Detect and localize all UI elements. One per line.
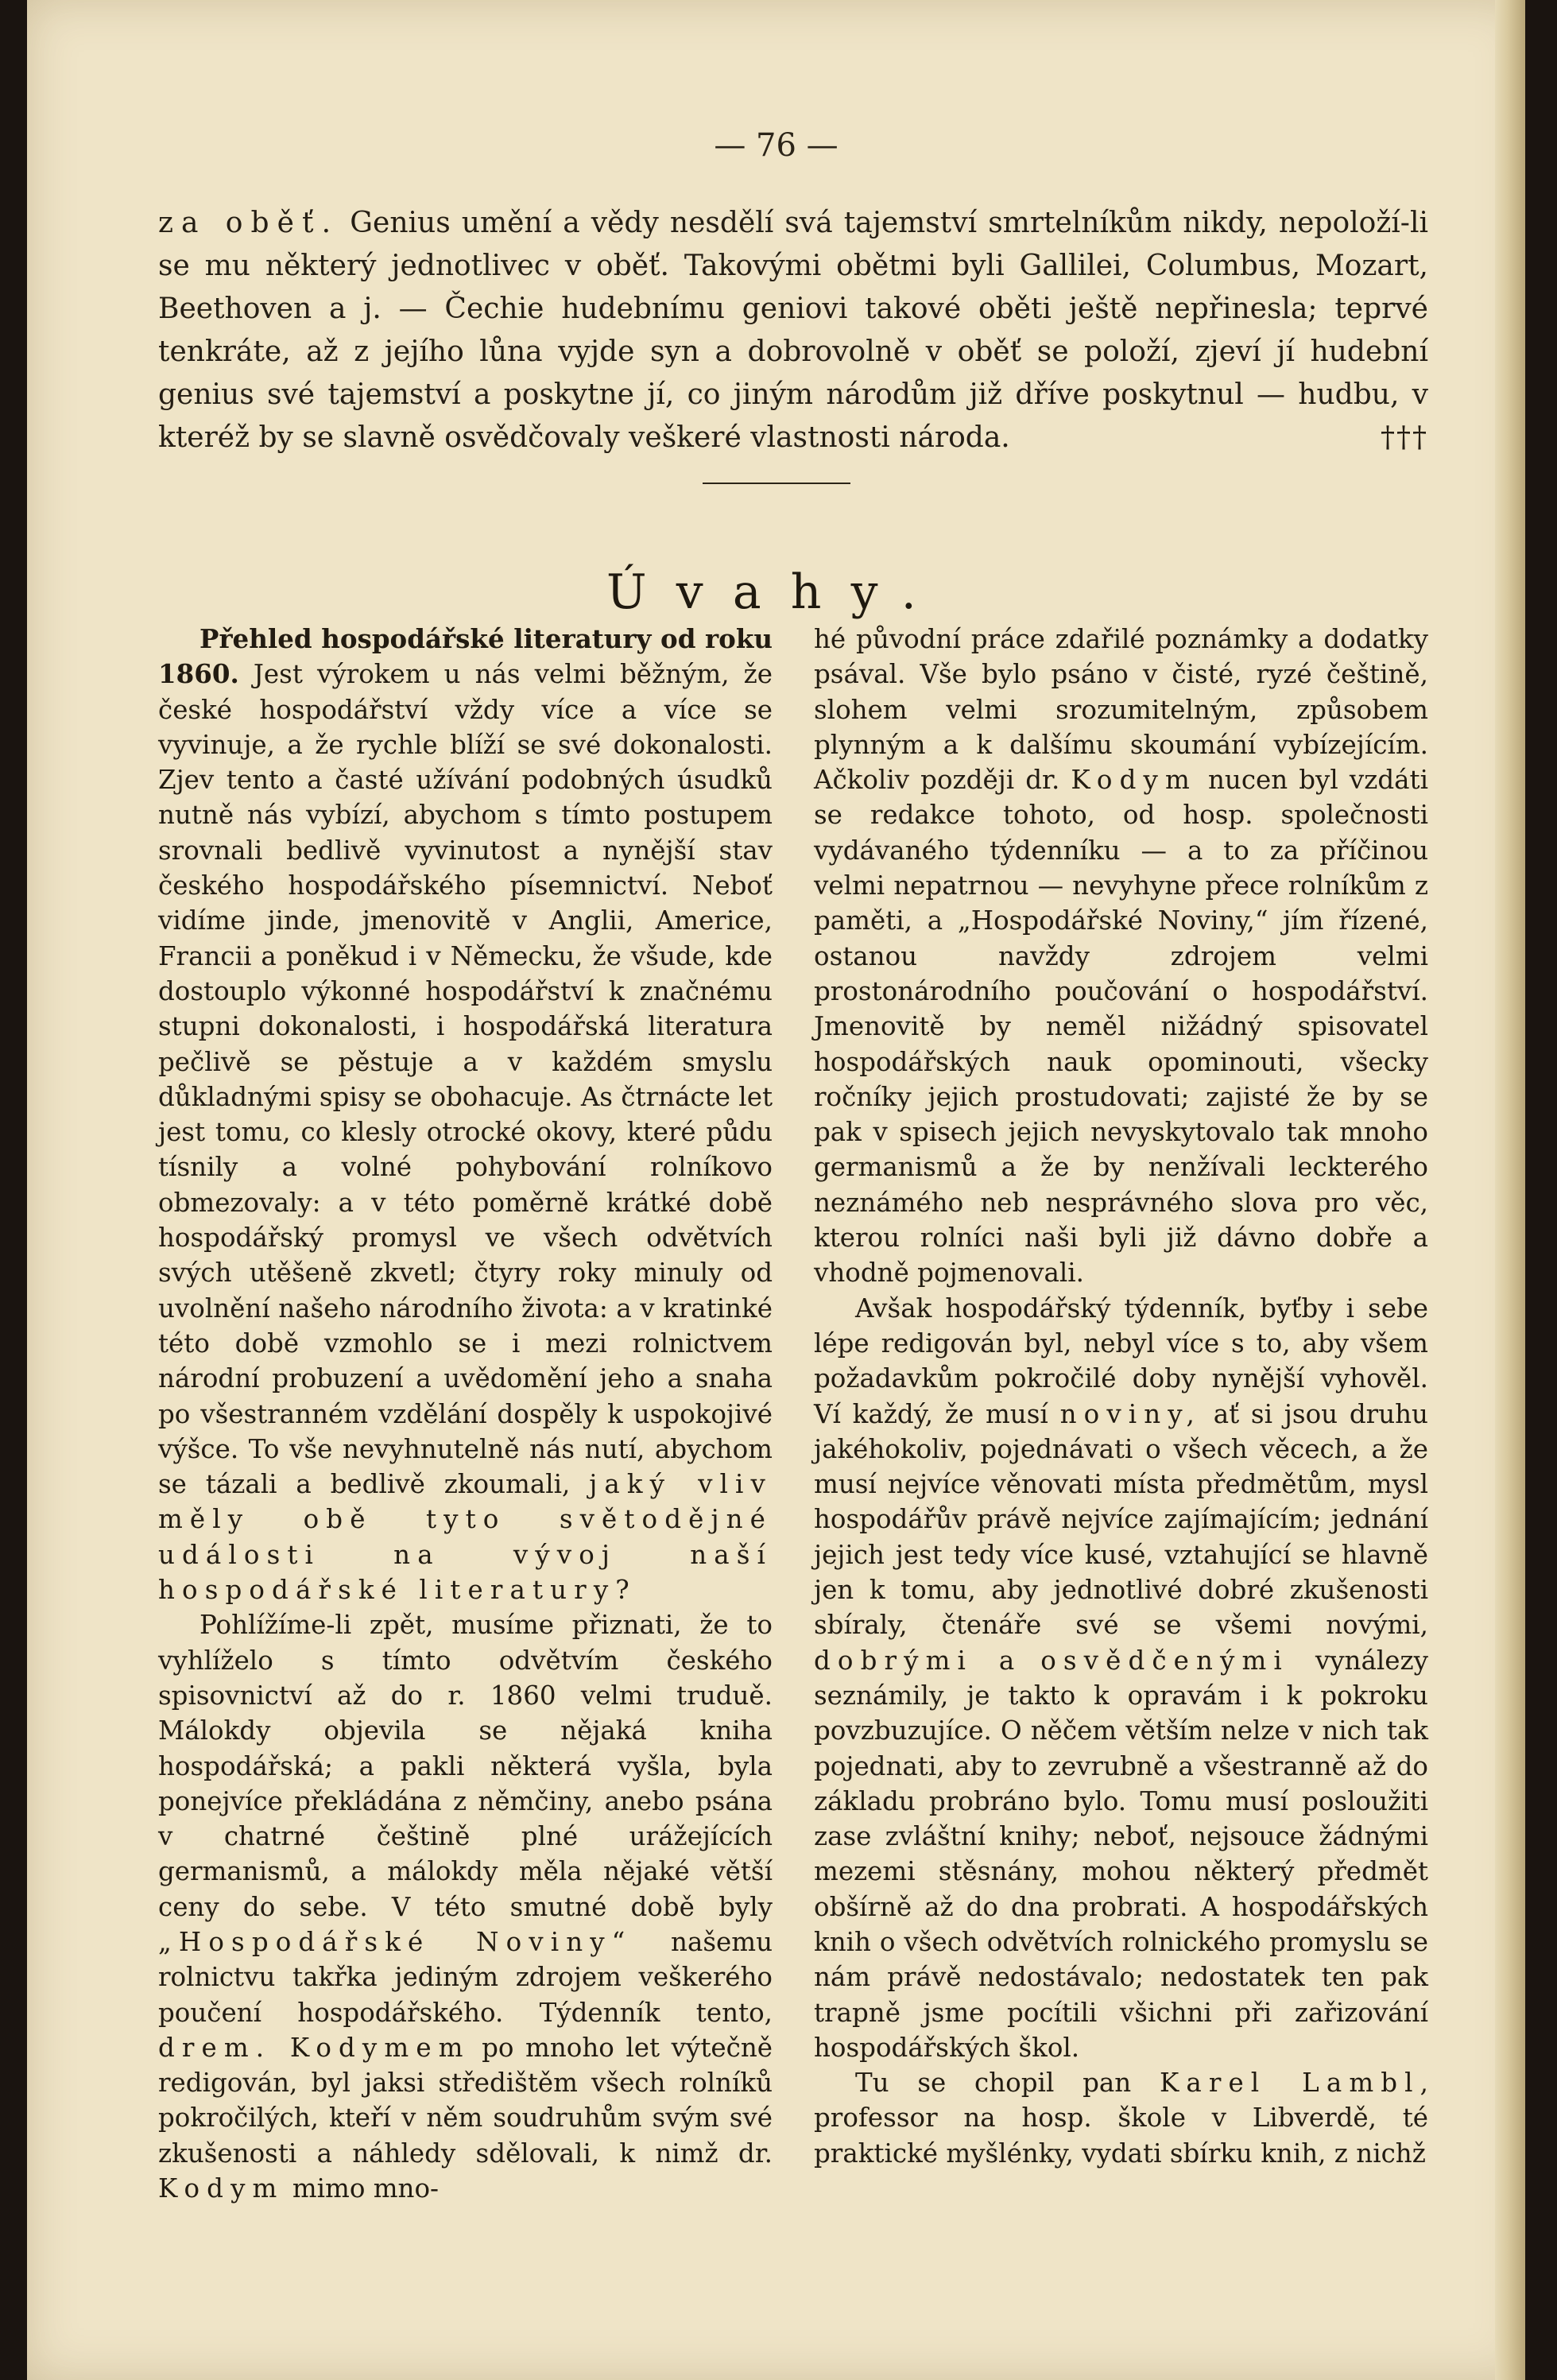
noviny-emphasis: noviny, xyxy=(1059,1398,1202,1429)
kodym-name: Kodym xyxy=(158,2173,285,2204)
newspaper-title: „Hospodářské Noviny“ xyxy=(158,1926,633,1957)
intro-text: Genius umění a vědy nesdělí svá tajemství smrtelníkům nikdy, nepoloží-li se mu některý jednotlivec v oběť. Takovými obětmi byli Gallilei, Columbus, Mozart, Beethoven a j. — Čechie hudebnímu geniovi takové oběti ještě nepřinesla; teprvé tenkráte, až z jejího lůna vyjde syn a dobrovolně v oběť se položí, zjeví jí hudební genius své tajemství a poskytne jí, co jiným národům již dříve poskytnul — hudbu, v kteréž by se slavně osvědčovaly veškeré vlastnosti národa. xyxy=(158,207,1428,454)
article-paragraph-2-tail: mimo mno- xyxy=(292,2173,440,2204)
emphasized-question: jaký vliv měly obě tyto světodějné události na vývoj naší hospodářské literatury? xyxy=(158,1469,773,1606)
page-binding-edge xyxy=(1495,0,1525,2380)
article-paragraph-3 xyxy=(814,622,1428,1291)
osvedcenymi-emphasis: osvědčenými xyxy=(1040,1645,1289,1676)
section-title: Úvahy. xyxy=(606,564,947,621)
article-paragraph-5-start: Tu se chopil pan xyxy=(855,2068,1132,2099)
article-paragraph-4-start: Avšak hospodářský týdenník, byťby i sebe lépe redigován byl, nebyl více s to, aby všem požadavkům pokročilé doby nynější vyhověl. Ví každý, že musí xyxy=(814,1293,1428,1429)
intro-paragraph xyxy=(158,202,1428,459)
article-paragraph-2-end: po mnoho let výtečně redigován, byl jaksi středištěm všech rolníků pokročilých, kteří v něm soudruhům svým své zkušenosti a náhledy sdělovali, k nimž dr. xyxy=(158,2032,773,2169)
article-paragraph-4-middle: ať si jsou druhu jakéhokoliv, pojednávati o všech věcech, a že musí nejvíce věnovati místa předmětům, mysl hospodářův právě nejvíce zajímajícím; jednání jejich jest tedy více kusé, vztahující se hlavně jen k tomu, aby jednotlivé dobré zkušenosti sbíraly, čtenáře své se všemi novými, xyxy=(814,1398,1428,1641)
article-paragraph-3-start: hé původní práce zdařilé poznámky a dodatky psával. Vše bylo psáno v čisté, ryzé češtině, slohem velmi srozumitelným, způsobem plynným a k dalšímu skoumání vybízejícím. Ačkoliv později dr. xyxy=(814,624,1428,796)
right-column xyxy=(814,622,1428,2171)
closing-crosses: ††† xyxy=(1381,421,1428,454)
article-paragraph-2-middle: našemu rolnictvu takřka jediným zdrojem veškerého poučení hospodářského. Týdenník tento, xyxy=(158,1926,773,2028)
dobrymi-emphasis: dobrými xyxy=(814,1645,973,1676)
kodym-name-2: Kodym xyxy=(1071,765,1197,796)
section-divider xyxy=(703,483,850,484)
article-title: Přehled hospodářské literatury od roku 1860. xyxy=(158,623,773,690)
article-paragraph-5 xyxy=(814,2065,1428,2171)
article-paragraph-3-rest: nucen byl vzdáti se redakce tohoto, od hosp. společnosti vydávaného týdenníku — a to za příčinou velmi nepatrnou — nevyhyne přece rolníkům z paměti, a „Hospodářské Noviny,“ jím řízené, ostanou navždy zdrojem velmi prostonárodního poučování o hospodářství. Jmenovitě by neměl nižádný spisovatel hospodářských nauk opominouti, všecky ročníky jejich prostudovati; zajisté že by se pak v spisech jejich nevyskytovalo tak mnoho germanismů a že by nenžívali leckterého neznámého neb nesprávného slova pro věc, kterou rolníci naši byli již dávno dobře a vhodně pojmenovali. xyxy=(814,765,1428,1289)
page-number: — 76 — xyxy=(714,127,839,164)
article-paragraph-2 xyxy=(158,1607,773,2206)
article-paragraph-1 xyxy=(158,622,773,1607)
article-paragraph-5-end: , professor na hosp. škole v Libverdě, té praktické myšlénky, vydati sbírku knih, z nichž xyxy=(814,2068,1428,2169)
article-paragraph-4 xyxy=(814,1291,1428,2066)
editor-name: drem. Kodymem xyxy=(158,2032,471,2063)
book-page xyxy=(27,0,1525,2380)
lambl-name: Karel Lambl xyxy=(1159,2068,1420,2099)
article-paragraph-2-text: Pohlížíme-li zpět, musíme přiznati, že to vyhlíželo s tímto odvětvím českého spisovnictví až do r. 1860 velmi truduě. Málokdy objevila se nějaká kniha hospodářská; a pakli některá vyšla, byla ponejvíce překládána z němčiny, anebo psána v chatrné češtině plné urážejících germanismů, a málokdy měla nějaké větší ceny do sebe. V této smutné době byly xyxy=(158,1610,773,1922)
article-paragraph-4-end: vynálezy seznámily, je takto k opravám i k pokroku povzbuzujíce. O něčem větším nelze v nich tak pojednati, aby to zevrubně a všestranně až do základu probráno bylo. Tomu musí posloužiti zase zvláštní knihy; neboť, nejsouce žádnými mezemi stěsnány, mohou některý předmět obšírně až do dna probrati. A hospodářských knih o všech odvětvích rolnického promyslu se nám právě nedostávalo; nedostatek ten pak trapně jsme pocítili všichni při zařizování hospodářských škol. xyxy=(814,1645,1428,2063)
left-column xyxy=(158,622,773,2206)
article-paragraph-1-text: Jest výrokem u nás velmi běžným, že české hospodářství vždy více a více se vyvinuje, a že rychle blíží se své dokonalosti. Zjev tento a časté užívání podobných úsudků nutně nás vybízí, abychom s tímto postupem srovnali bedlivě vyvinutost a nynější stav českého hospodářského písemnictví. Neboť vidíme jinde, jmenovitě v Anglii, Americe, Francii a poněkud i v Německu, že všude, kde dostouplo výkonné hospodářství k značnému stupni dokonalosti, i hospodářská literatura pečlivě se pěstuje a v každém smyslu důkladnými spisy se obohacuje. As čtrnácte let jest tomu, co klesly otrocké okovy, které půdu tísnily a volné pohybování rolníkovo obmezovaly: a v této poměrně krátké době hospodářský promysl ve všech odvětvích svých utěšeně zkvetl; čtyry roky minuly od uvolnění našeho národního života: a v kratinké této době vzmohlo se i mezi rolnictvem národní probuzení a uvědomění jeho a snaha po všestranném vzdělání dospěly k uspokojivé výšce. To vše nevyhnutelně nás nutí, abychom se tázali a bedlivě zkoumali, xyxy=(158,659,773,1500)
intro-lead-word: za oběť. xyxy=(158,207,339,239)
article-paragraph-4-and: a xyxy=(998,1645,1015,1676)
